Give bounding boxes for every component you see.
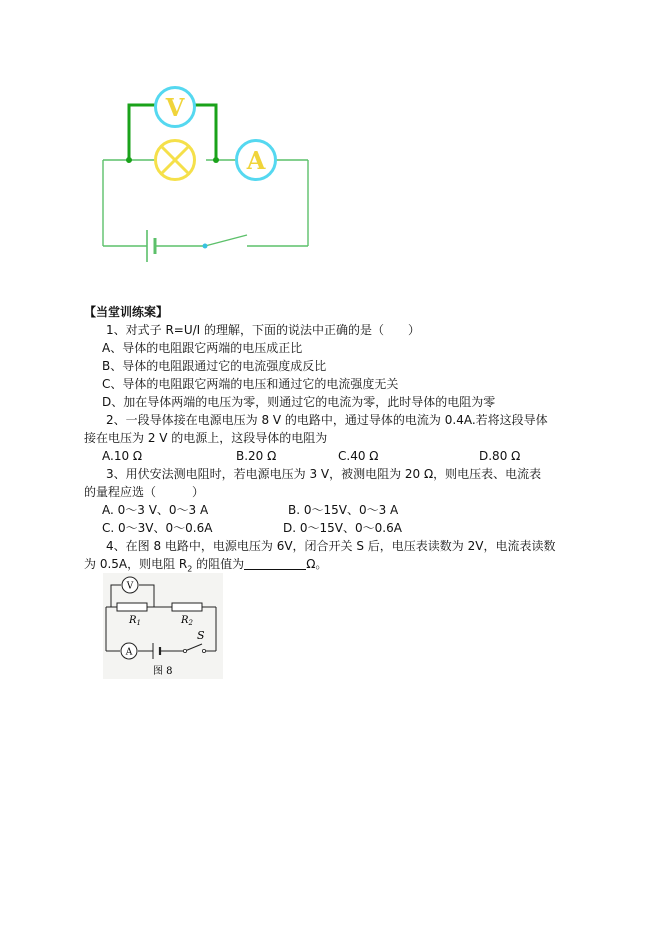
q3-stem-line2: 的量程应选（ ）	[84, 485, 205, 499]
q2-stem-line1: 2、一段导体接在电源电压为 8 V 的电路中，通过导体的电流为 0.4A.若将这段导体	[106, 413, 548, 427]
fig8-voltmeter-icon	[122, 577, 138, 593]
q4-stem-suffix: Ω。	[306, 557, 328, 571]
q1-option-b: B、导体的电阻跟通过它的电流强度成反比	[102, 359, 327, 373]
q3-option-c: C. 0～3V、0～0.6A	[102, 521, 213, 535]
junction-dot-left	[126, 157, 132, 163]
fig8-voltmeter-symbol: V	[126, 581, 134, 592]
q4-answer-blank[interactable]	[244, 557, 306, 570]
q1-option-a: A、导体的电阻跟它两端的电压成正比	[102, 341, 303, 355]
ammeter-icon	[237, 141, 276, 180]
battery-icon	[147, 230, 155, 262]
fig8-resistor-r1	[117, 603, 147, 611]
q2-option-c: C.40 Ω	[338, 449, 379, 463]
r2-subscript: 2	[187, 564, 193, 574]
q2-stem-line2: 接在电压为 2 V 的电源上，这段导体的电阻为	[84, 431, 328, 445]
ammeter-symbol: A	[246, 146, 266, 175]
circuit-wires	[103, 160, 308, 246]
q1-option-d: D、加在导体两端的电压为零，则通过它的电流为零，此时导体的电阻为零	[102, 395, 496, 409]
fig8-switch-label: S	[197, 629, 205, 642]
switch-icon	[203, 235, 248, 249]
q2-option-b: B.20 Ω	[236, 449, 277, 463]
circuit-diagram-1	[90, 80, 330, 275]
fig8-ammeter-symbol: A	[125, 647, 133, 658]
voltmeter-symbol: V	[165, 93, 185, 122]
fig8-resistor-r2	[172, 603, 202, 611]
q1-stem: 1、对式子 R=U/I 的理解，下面的说法中正确的是（ ）	[106, 323, 421, 337]
fig8-switch-icon	[183, 649, 186, 652]
q3-option-d: D. 0～15V、0～0.6A	[283, 521, 402, 535]
q3-option-a: A. 0～3 V、0～3 A	[102, 503, 209, 517]
section-title: 【当堂训练案】	[84, 305, 169, 319]
junction-dot-right	[213, 157, 219, 163]
q3-option-b: B. 0～15V、0～3 A	[288, 503, 399, 517]
q4-stem-mid: 的阻值为	[192, 557, 245, 571]
fig8-ammeter-icon	[121, 643, 137, 659]
q2-option-d: D.80 Ω	[479, 449, 521, 463]
q4-stem-prefix: 为 0.5A，则电阻 R	[84, 557, 188, 571]
fig8-caption: 图 8	[153, 666, 173, 677]
q4-stem-line1: 4、在图 8 电路中，电源电压为 6V，闭合开关 S 后，电压表读数为 2V，电流表读数	[106, 539, 556, 553]
q2-option-a: A.10 Ω	[102, 449, 143, 463]
voltmeter-icon	[156, 88, 195, 127]
fig8-r1-label: $R_1$	[129, 615, 141, 627]
q3-stem-line1: 3、用伏安法测电阻时，若电源电压为 3 V，被测电阻为 20 Ω，则电压表、电流表	[106, 467, 542, 481]
figure-8-circuit	[103, 573, 223, 679]
q1-option-c: C、导体的电阻跟它两端的电压和通过它的电流强度无关	[102, 377, 399, 391]
fig8-r2-label: $R_2$	[181, 615, 193, 627]
lamp-icon	[156, 141, 195, 180]
